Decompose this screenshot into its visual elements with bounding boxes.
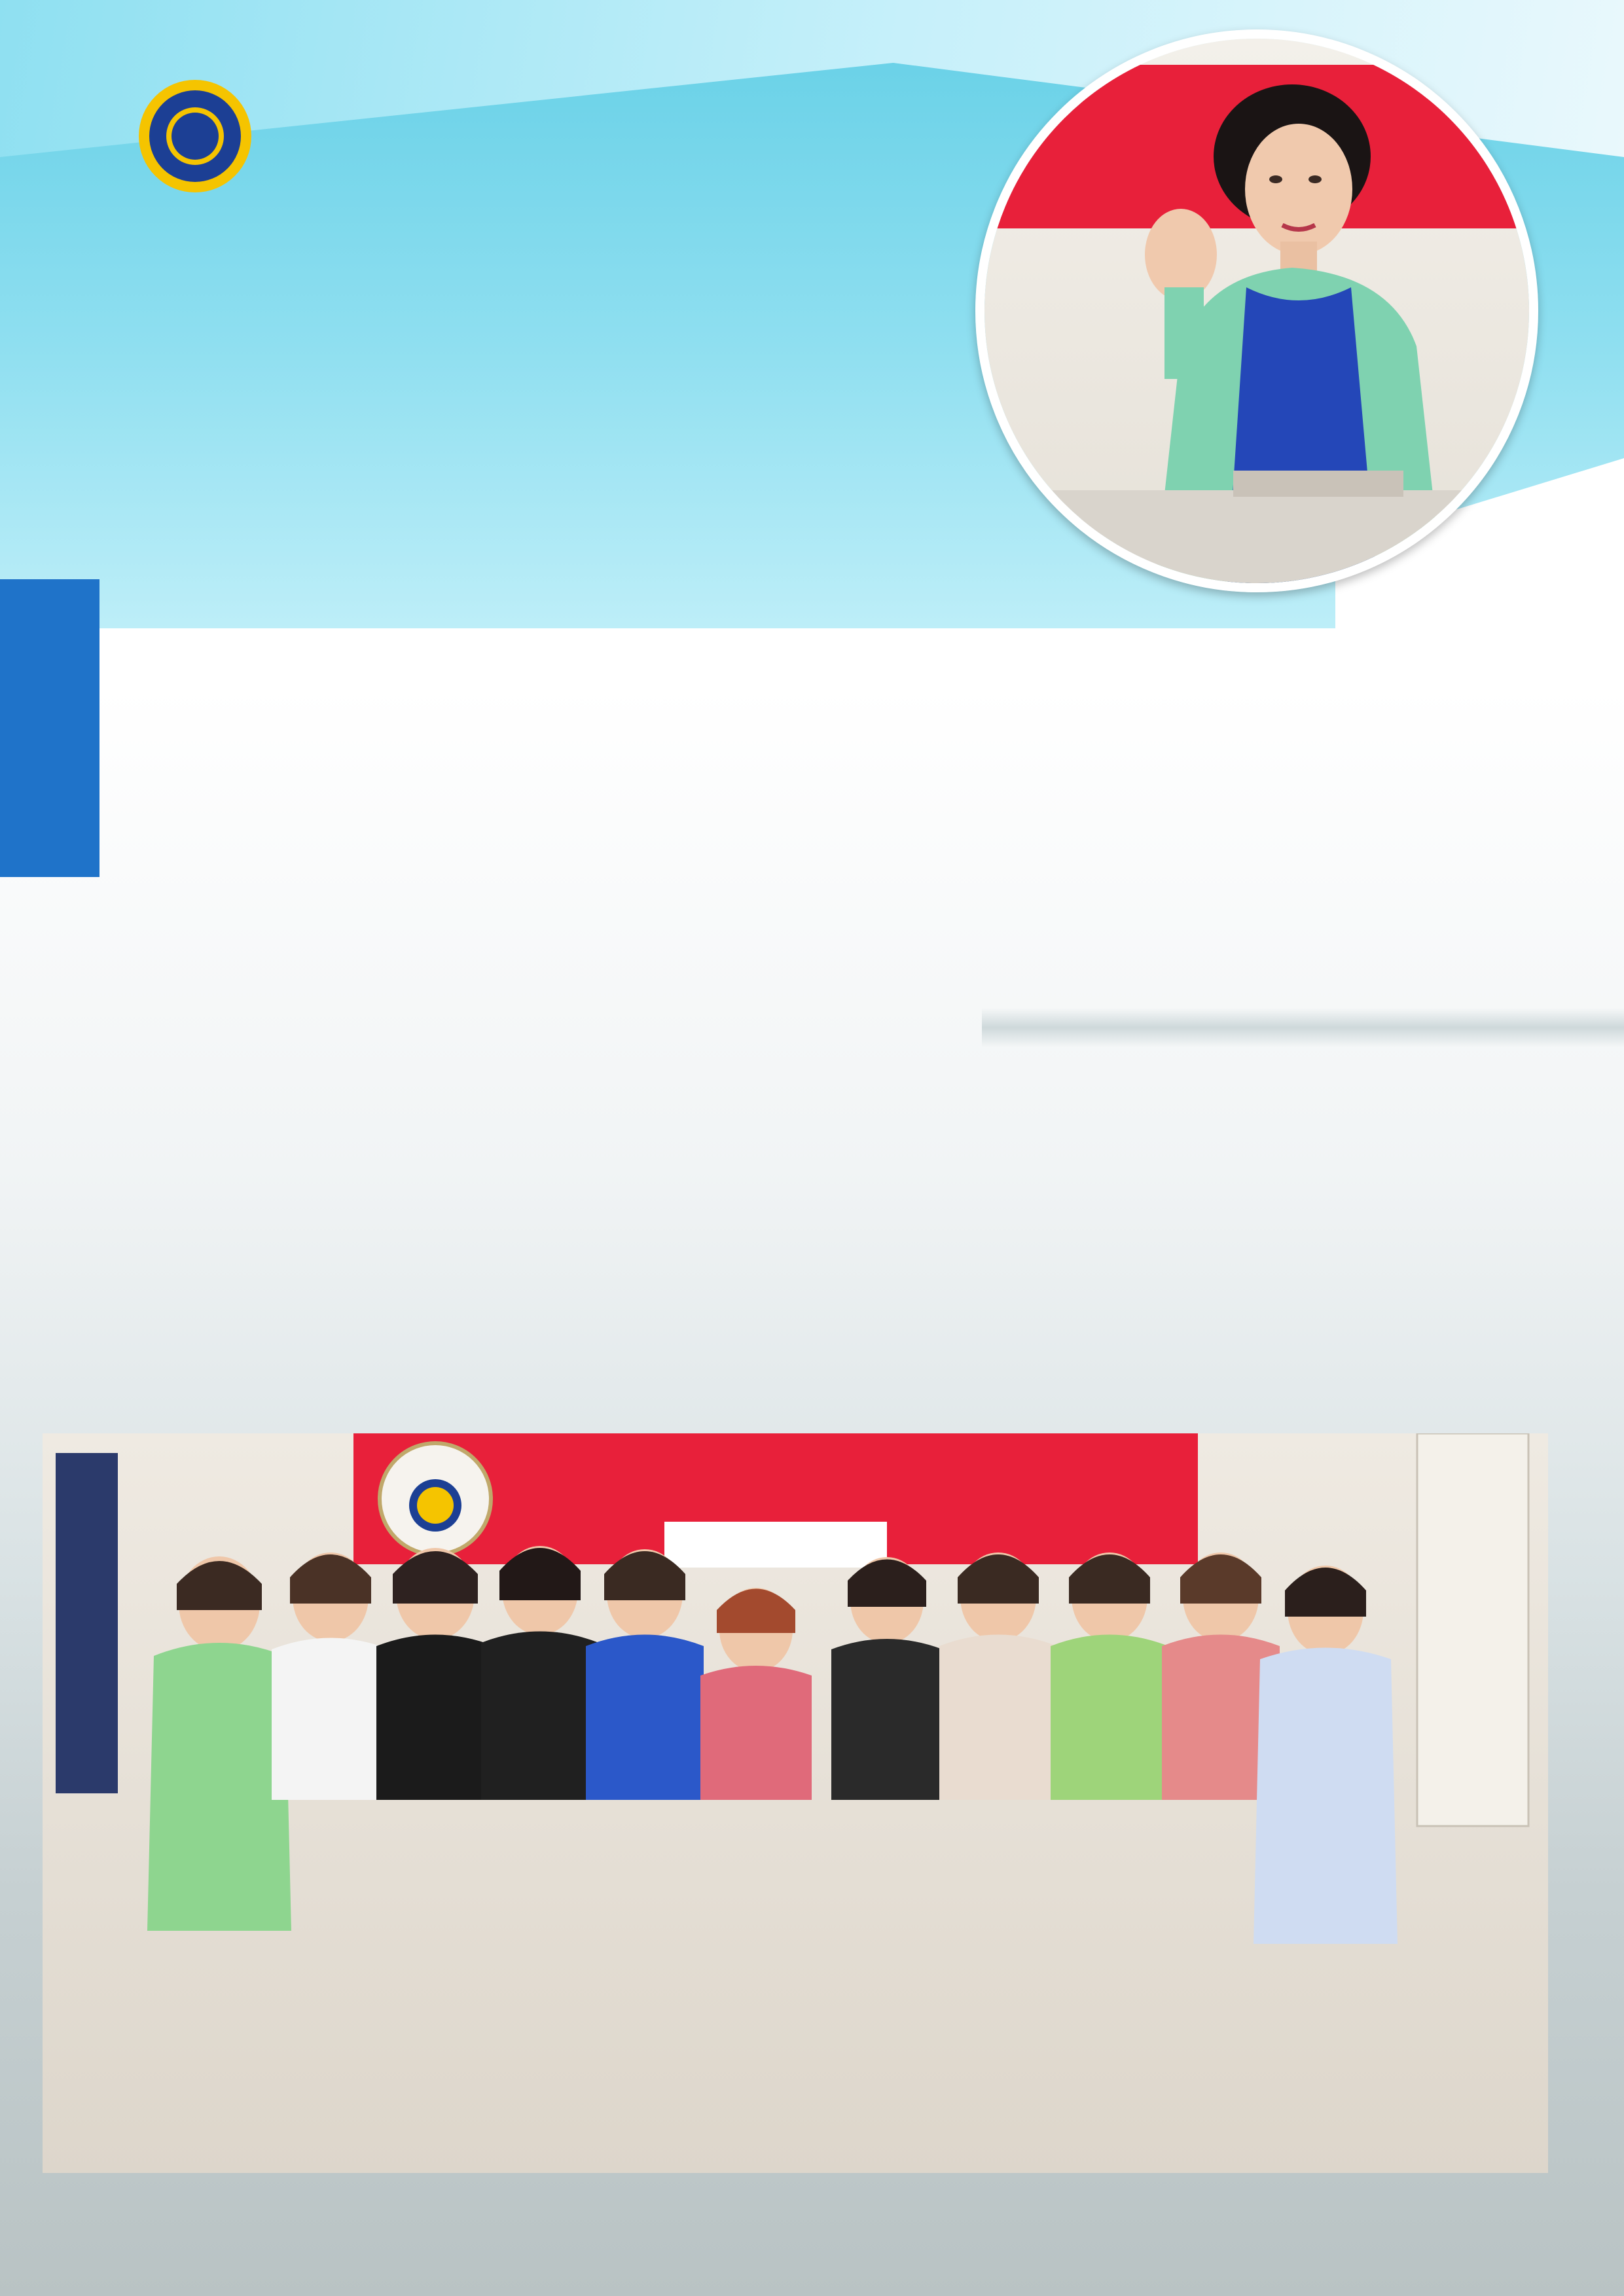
article-column-left (135, 627, 787, 651)
sea-horizon (982, 1008, 1624, 1047)
lions-logo (137, 79, 253, 194)
article-column-right (846, 627, 1497, 651)
section-tab (0, 579, 99, 877)
choir-group-photo (43, 1433, 1548, 2173)
speaker-portrait-photo (975, 29, 1538, 592)
